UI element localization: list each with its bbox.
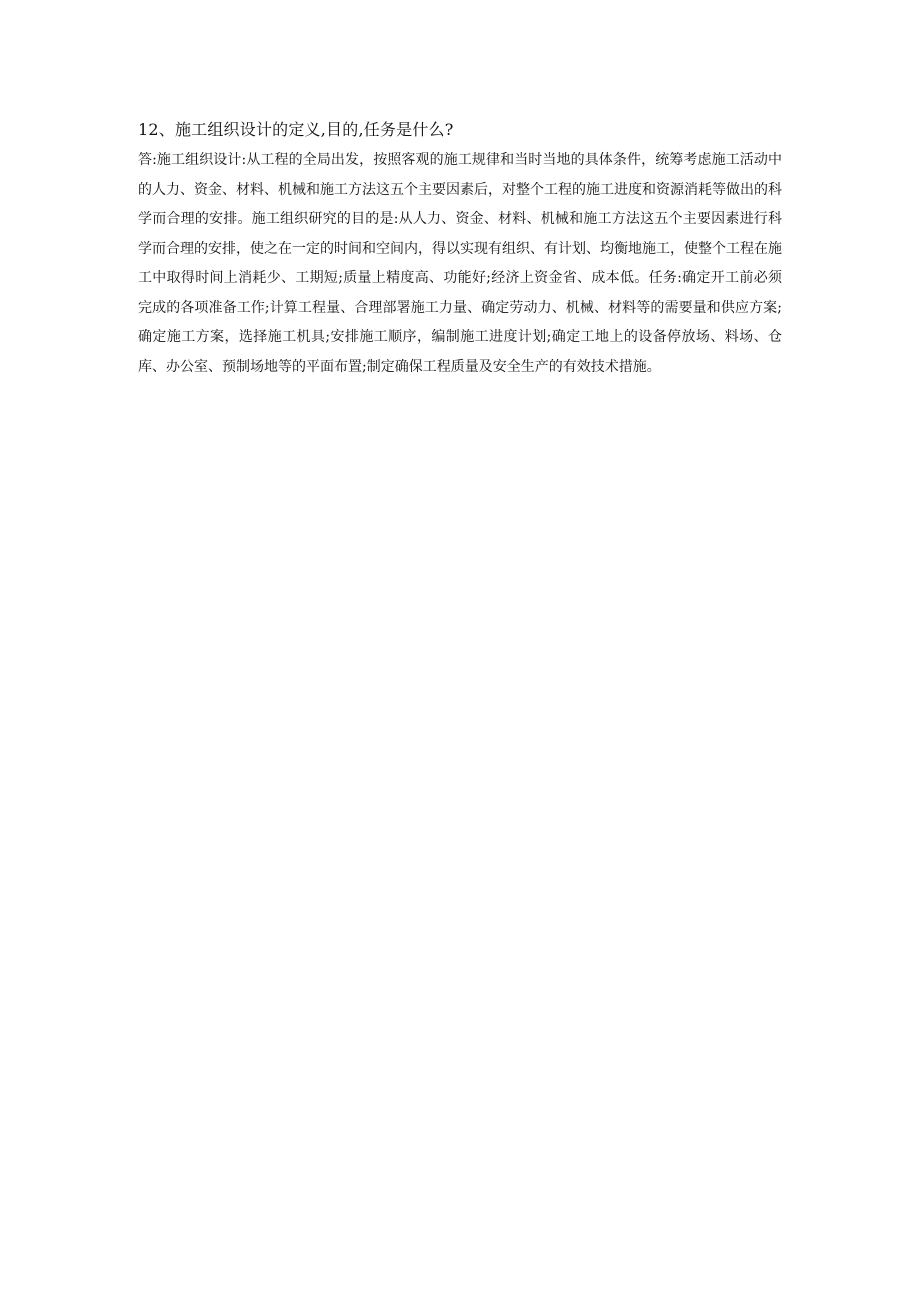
answer-paragraph: 答:施工组织设计:从工程的全局出发，按照客观的施工规律和当时当地的具体条件，统筹考虑施工活动中的人力、资金、材料、机械和施工方法这五个主要因素后，对整个工程的施工进度和资源消耗等做出的科学而合理的安排。施工组织研究的目的是:从人力、资金、材料、机械和施工方法这五个主要因素进行科学而合理的安排，使之在一定的时间和空间内，得以实现有组织、有计划、均衡地施工，使整个工程在施工中取得时间上消耗少、工期短;质量上精度高、功能好;经济上资金省、成本低。任务:确定开工前必须完成的各项准备工作;计算工程量、合理部署施工力量、确定劳动力、机械、材料等的需要量和供应方案;确定施工方案，选择施工机具;安排施工顺序，编制施工进度计划;确定工地上的设备停放场、料场、仓库、办公室、预制场地等的平面布置;制定确保工程质量及安全生产的有效技术措施。 <box>138 152 782 375</box>
document-content <box>138 116 782 382</box>
question-heading: 12、施工组织设计的定义,目的,任务是什么? <box>138 120 454 139</box>
